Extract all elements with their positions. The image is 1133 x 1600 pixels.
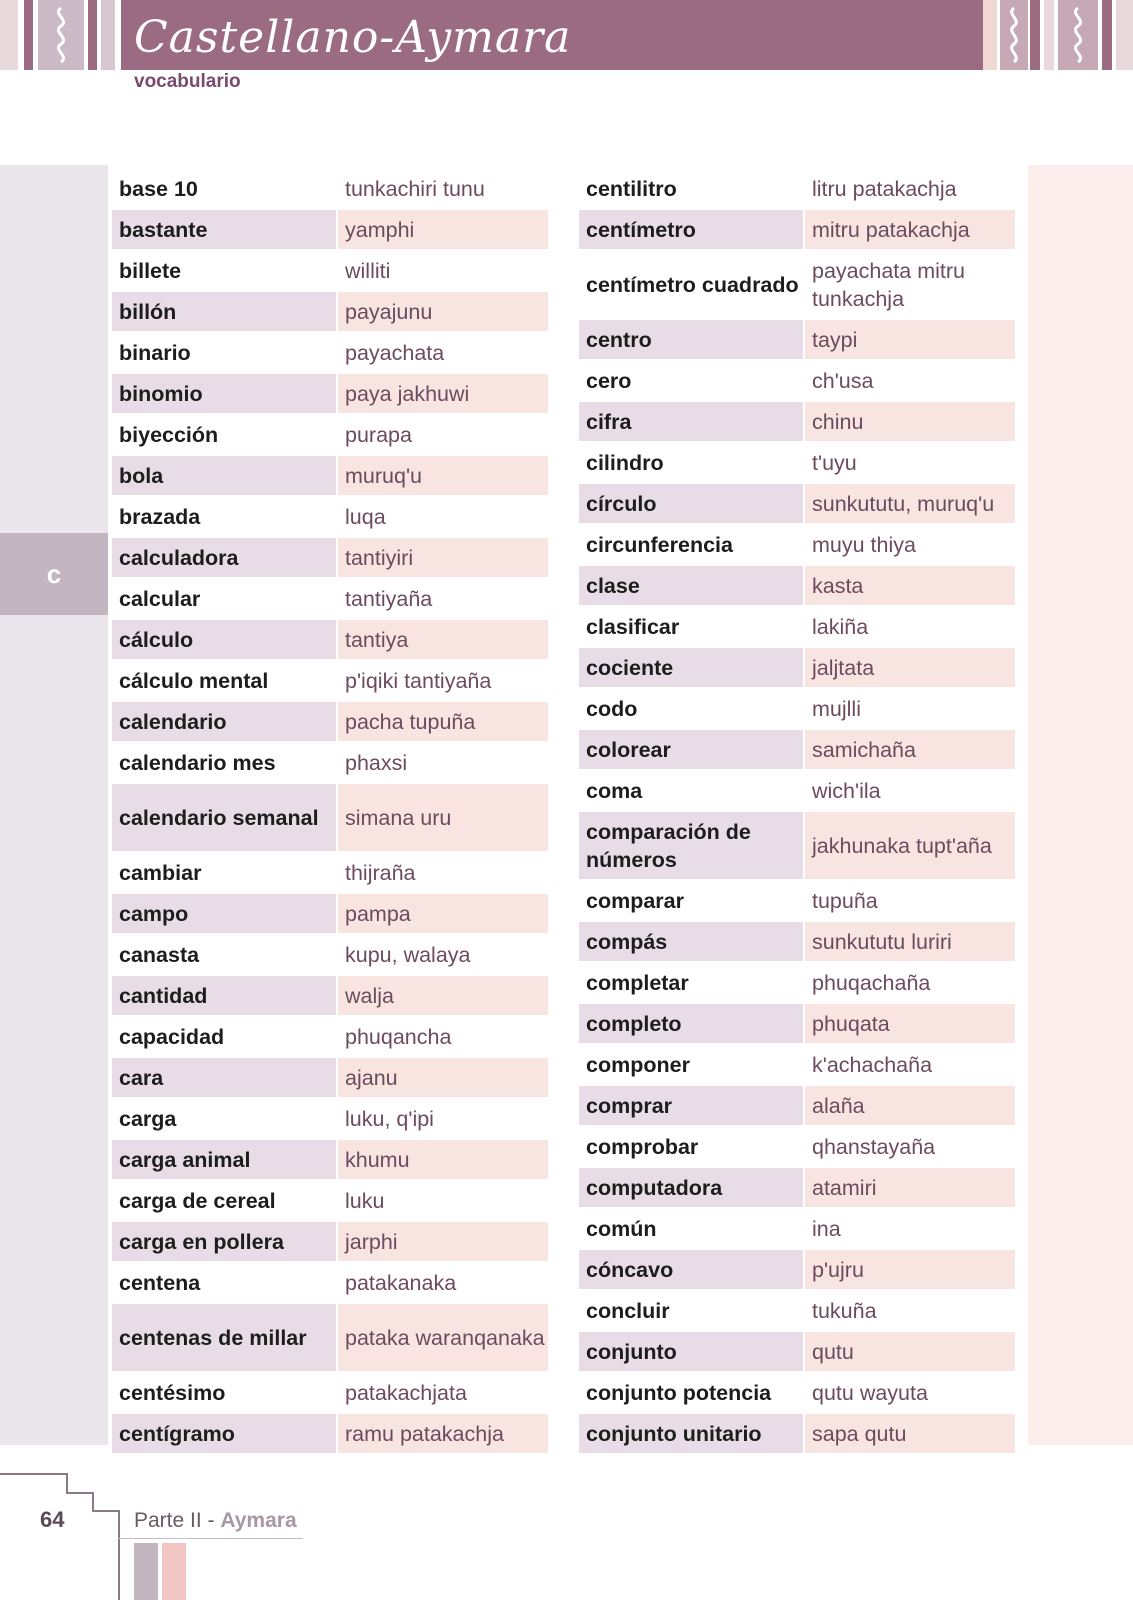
vocabulary-row	[579, 361, 1015, 400]
header-stripe	[1102, 0, 1112, 70]
aymara-term: ajanu	[338, 1058, 548, 1097]
spanish-term: calendario mes	[119, 750, 276, 775]
vocabulary-row	[579, 1250, 1015, 1289]
vocabulary-row	[579, 812, 1015, 879]
aymara-term: phuqancha	[345, 1024, 452, 1049]
spanish-term: cara	[112, 1058, 336, 1097]
aymara-term: tunkachiri tunu	[345, 176, 485, 201]
spanish-term: clasificar	[586, 614, 680, 639]
spanish-term: conjunto potencia	[586, 1380, 772, 1405]
aymara-term: phuqachaña	[812, 970, 931, 995]
aymara-term: tantiya	[338, 620, 548, 659]
spanish-term: conjunto unitario	[579, 1414, 803, 1453]
spanish-term: carga animal	[112, 1140, 336, 1179]
aymara-term: jarphi	[338, 1222, 548, 1261]
spanish-term: cifra	[579, 402, 803, 441]
vocabulary-row	[579, 251, 1015, 318]
vocabulary-row	[579, 1045, 1015, 1084]
spanish-term: compás	[579, 922, 803, 961]
vocabulary-row	[112, 374, 548, 413]
aymara-term: yamphi	[338, 210, 548, 249]
spiral-ornament-icon	[1000, 0, 1028, 70]
spanish-term: circunferencia	[586, 532, 733, 557]
aymara-term: paya jakhuwi	[338, 374, 548, 413]
spanish-term: bola	[112, 456, 336, 495]
spanish-term: codo	[586, 696, 638, 721]
footer-part-name: Aymara	[220, 1509, 297, 1532]
vocabulary-row	[579, 1127, 1015, 1166]
vocabulary-row	[112, 497, 548, 536]
spiral-ornament-icon	[38, 0, 84, 70]
vocabulary-row	[579, 1209, 1015, 1248]
vocabulary-row	[579, 881, 1015, 920]
aymara-term: pampa	[338, 894, 548, 933]
aymara-term: phuqata	[805, 1004, 1015, 1043]
aymara-term: tupuña	[812, 888, 878, 913]
spanish-term: centro	[579, 320, 803, 359]
aymara-term: samichaña	[805, 730, 1015, 769]
footer-step-line	[118, 1510, 120, 1600]
vocabulary-row	[112, 784, 548, 851]
vocabulary-row	[112, 1304, 548, 1371]
vocabulary-row	[112, 894, 548, 933]
spanish-term: colorear	[579, 730, 803, 769]
spanish-term: coma	[586, 778, 643, 803]
vocabulary-row	[579, 689, 1015, 728]
page-subtitle: vocabulario	[134, 71, 241, 92]
spanish-term: capacidad	[119, 1024, 225, 1049]
vocabulary-row	[112, 1058, 548, 1097]
aymara-term: khumu	[338, 1140, 548, 1179]
vocabulary-row	[112, 1181, 548, 1220]
vocabulary-row	[579, 484, 1015, 523]
vocabulary-row	[112, 251, 548, 290]
vocabulary-row	[579, 963, 1015, 1002]
spanish-term: cantidad	[112, 976, 336, 1015]
vocabulary-row	[112, 853, 548, 892]
spanish-term: centígramo	[112, 1414, 336, 1453]
header-stripe	[24, 0, 33, 70]
vocabulary-row	[579, 1373, 1015, 1412]
spanish-term: canasta	[119, 942, 200, 967]
spanish-term: brazada	[119, 504, 201, 529]
aymara-term: patakachjata	[345, 1380, 467, 1405]
aymara-term: sunkututu, muruq'u	[805, 484, 1015, 523]
vocabulary-row	[112, 579, 548, 618]
vocabulary-row	[579, 402, 1015, 441]
vocabulary-row	[579, 1332, 1015, 1371]
footer-part-label	[134, 1509, 297, 1533]
header-stripe	[88, 0, 97, 70]
aymara-term: muruq'u	[338, 456, 548, 495]
spanish-term: calcular	[119, 586, 201, 611]
vocabulary-row	[579, 771, 1015, 810]
vocabulary-row	[112, 1099, 548, 1138]
spanish-term: clase	[579, 566, 803, 605]
vocabulary-row	[112, 333, 548, 372]
aymara-term: payachata	[345, 340, 445, 365]
footer-step-line	[66, 1473, 68, 1494]
vocabulary-row	[579, 648, 1015, 687]
vocabulary-column-left	[112, 169, 548, 1455]
spanish-term: cálculo mental	[119, 668, 269, 693]
aymara-term: jakhunaka tupt'aña	[805, 812, 1015, 879]
spanish-term: bastante	[112, 210, 336, 249]
header-stripe	[1030, 0, 1040, 70]
footer-step-line	[118, 1538, 303, 1539]
spanish-term: cociente	[579, 648, 803, 687]
spanish-term: billete	[119, 258, 182, 283]
letter-index-tab: c	[0, 533, 108, 615]
spanish-term: biyección	[119, 422, 219, 447]
spanish-term: carga en pollera	[112, 1222, 336, 1261]
vocabulary-row	[579, 1086, 1015, 1125]
vocabulary-row	[112, 1222, 548, 1261]
vocabulary-row	[579, 566, 1015, 605]
aymara-term: p'ujru	[805, 1250, 1015, 1289]
aymara-term: ina	[812, 1216, 841, 1241]
aymara-term: k'achachaña	[812, 1052, 933, 1077]
footer-step-line	[0, 1473, 68, 1475]
vocabulary-row	[579, 922, 1015, 961]
aymara-term: sunkututu luriri	[805, 922, 1015, 961]
aymara-term: atamiri	[805, 1168, 1015, 1207]
header-stripe	[1044, 0, 1054, 70]
aymara-term: t'uyu	[812, 450, 857, 475]
aymara-term: patakanaka	[345, 1270, 457, 1295]
spanish-term: cálculo	[112, 620, 336, 659]
vocabulary-row	[579, 320, 1015, 359]
vocabulary-row	[112, 661, 548, 700]
spanish-term: base 10	[119, 176, 198, 201]
vocabulary-row	[579, 1168, 1015, 1207]
page-number: 64	[40, 1507, 65, 1532]
footer-color-bar	[162, 1543, 186, 1600]
spanish-term: binario	[119, 340, 191, 365]
aymara-term: tukuña	[812, 1298, 877, 1323]
aymara-term: luku	[345, 1188, 385, 1213]
vocabulary-row	[112, 935, 548, 974]
aymara-term: lakiña	[812, 614, 869, 639]
vocabulary-row	[112, 1017, 548, 1056]
vocabulary-row	[112, 169, 548, 208]
vocabulary-row	[112, 456, 548, 495]
aymara-term: purapa	[345, 422, 412, 447]
vocabulary-column-right	[579, 169, 1015, 1455]
aymara-term: phaxsi	[345, 750, 408, 775]
vocabulary-row	[112, 415, 548, 454]
spanish-term: cilindro	[586, 450, 664, 475]
spanish-term: calendario semanal	[112, 784, 336, 851]
vocabulary-row	[112, 702, 548, 741]
aymara-term: thijraña	[345, 860, 416, 885]
spanish-term: conjunto	[579, 1332, 803, 1371]
left-margin-strip	[0, 165, 108, 1445]
spanish-term: componer	[586, 1052, 690, 1077]
aymara-term: mitru patakachja	[805, 210, 1015, 249]
spanish-term: billón	[112, 292, 336, 331]
aymara-term: simana uru	[338, 784, 548, 851]
aymara-term: kupu, walaya	[345, 942, 471, 967]
aymara-term: jaljtata	[805, 648, 1015, 687]
vocabulary-row	[579, 730, 1015, 769]
spanish-term: centímetro	[579, 210, 803, 249]
aymara-term: pataka waranqanaka	[338, 1304, 548, 1371]
aymara-term: sapa qutu	[805, 1414, 1015, 1453]
header-stripe	[983, 0, 997, 70]
aymara-term: alaña	[805, 1086, 1015, 1125]
vocabulary-row	[112, 210, 548, 249]
spanish-term: cóncavo	[579, 1250, 803, 1289]
footer-part-prefix: Parte II -	[134, 1509, 221, 1532]
header-stripe	[1116, 0, 1133, 70]
spanish-term: centésimo	[119, 1380, 226, 1405]
spanish-term: comparar	[586, 888, 684, 913]
spanish-term: centenas de millar	[112, 1304, 336, 1371]
header-stripe	[101, 0, 115, 70]
footer-step-line	[92, 1510, 120, 1512]
vocabulary-row	[579, 1291, 1015, 1330]
footer-step-line	[66, 1492, 94, 1494]
aymara-term: tantiyaña	[345, 586, 433, 611]
spanish-term: concluir	[586, 1298, 670, 1323]
spanish-term: binomio	[112, 374, 336, 413]
aymara-term: walja	[338, 976, 548, 1015]
vocabulary-row	[579, 169, 1015, 208]
aymara-term: wich'ila	[812, 778, 881, 803]
vocabulary-row	[112, 743, 548, 782]
aymara-term: payajunu	[338, 292, 548, 331]
vocabulary-row	[579, 1004, 1015, 1043]
spanish-term: calculadora	[112, 538, 336, 577]
spanish-term: carga	[119, 1106, 177, 1131]
vocabulary-row	[112, 976, 548, 1015]
aymara-term: qutu	[805, 1332, 1015, 1371]
footer-step-line	[92, 1492, 94, 1512]
spanish-term: completar	[586, 970, 689, 995]
vocabulary-row	[112, 292, 548, 331]
vocabulary-row	[579, 607, 1015, 646]
aymara-term: ramu patakachja	[338, 1414, 548, 1453]
aymara-term: mujlli	[812, 696, 861, 721]
spanish-term: carga de cereal	[119, 1188, 276, 1213]
vocabulary-row	[112, 1414, 548, 1453]
spanish-term: completo	[579, 1004, 803, 1043]
aymara-term: muyu thiya	[812, 532, 916, 557]
vocabulary-row	[112, 1263, 548, 1302]
vocabulary-row	[579, 525, 1015, 564]
aymara-term: williti	[345, 258, 391, 283]
aymara-term: kasta	[805, 566, 1015, 605]
aymara-term: litru patakachja	[812, 176, 957, 201]
vocabulary-row	[112, 538, 548, 577]
aymara-term: pacha tupuña	[338, 702, 548, 741]
spiral-ornament-icon	[1058, 0, 1098, 70]
aymara-term: luqa	[345, 504, 386, 529]
spanish-term: computadora	[579, 1168, 803, 1207]
aymara-term: payachata mitru tunkachja	[812, 258, 965, 311]
vocabulary-row	[112, 1140, 548, 1179]
aymara-term: chinu	[805, 402, 1015, 441]
spanish-term: círculo	[579, 484, 803, 523]
spanish-term: cambiar	[119, 860, 202, 885]
aymara-term: qhanstayaña	[812, 1134, 936, 1159]
spanish-term: centena	[119, 1270, 201, 1295]
spanish-term: centímetro cuadrado	[586, 272, 799, 297]
spanish-term: cero	[586, 368, 632, 393]
footer-color-bar	[134, 1543, 158, 1600]
aymara-term: ch'usa	[812, 368, 874, 393]
page-title: Castellano-Aymara	[134, 12, 572, 63]
spanish-term: comprobar	[586, 1134, 699, 1159]
spanish-term: centilitro	[586, 176, 677, 201]
vocabulary-row	[112, 1373, 548, 1412]
aymara-term: taypi	[805, 320, 1015, 359]
spanish-term: común	[586, 1216, 657, 1241]
spanish-term: comparación de números	[579, 812, 803, 879]
vocabulary-row	[112, 620, 548, 659]
spanish-term: campo	[112, 894, 336, 933]
vocabulary-row	[579, 443, 1015, 482]
right-margin-strip	[1028, 165, 1133, 1445]
vocabulary-row	[579, 210, 1015, 249]
aymara-term: qutu wayuta	[812, 1380, 928, 1405]
spanish-term: comprar	[579, 1086, 803, 1125]
aymara-term: luku, q'ipi	[345, 1106, 434, 1131]
vocabulary-row	[579, 1414, 1015, 1453]
aymara-term: tantiyiri	[338, 538, 548, 577]
header-stripe	[0, 0, 18, 70]
spanish-term: calendario	[112, 702, 336, 741]
aymara-term: p'iqiki tantiyaña	[345, 668, 492, 693]
